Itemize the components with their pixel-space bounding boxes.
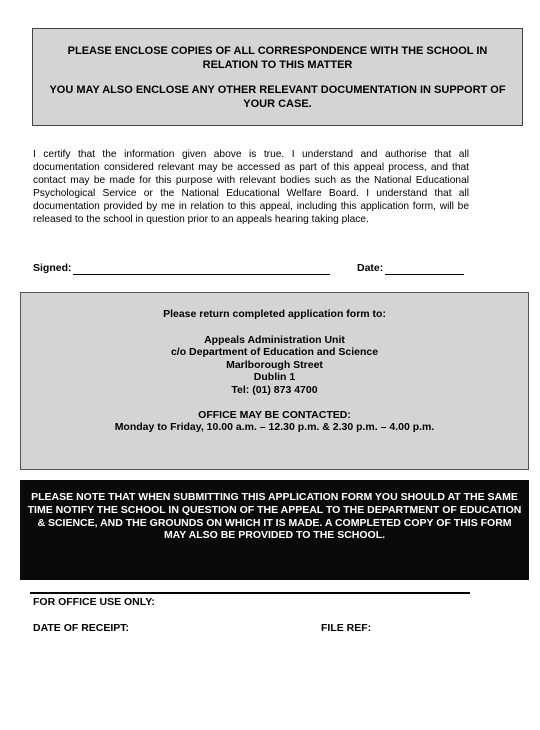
enclose-correspondence-text: PLEASE ENCLOSE COPIES OF ALL CORRESPONDENCE WITH THE SCHOOL IN RELATION TO THIS MATTER [67,45,488,71]
file-ref-label: FILE REF: [321,622,372,634]
address-line: c/o Department of Education and Science [170,346,379,359]
office-use-heading: FOR OFFICE USE ONLY: [33,596,155,608]
address-line: Appeals Administration Unit [204,333,345,346]
enclose-documentation-text: YOU MAY ALSO ENCLOSE ANY OTHER RELEVANT DOCUMENTATION IN SUPPORT OF YOUR CASE. [49,84,506,110]
date-of-receipt-label: DATE OF RECEIPT: [33,622,130,634]
address-line: Marlborough Street [226,358,323,371]
contact-hours: Monday to Friday, 10.00 a.m. – 12.30 p.m. & 2.30 p.m. – 4.00 p.m. [114,421,435,434]
address-line: Dublin 1 [253,371,296,384]
enclose-documents-notice [32,28,523,126]
submission-notice: PLEASE NOTE THAT WHEN SUBMITTING THIS APPLICATION FORM YOU SHOULD AT THE SAME TIME NOTIFY THE SCHOOL IN QUESTION OF THE APPEAL TO THE DEPARTMENT OF EDUCATION & SCIENCE, AND THE GROUNDS ON WHICH IT IS MADE. A COMPLETED COPY OF THIS FORM MAY ALSO BE PROVIDED TO THE SCHOOL. [20,480,529,580]
return-heading: Please return completed application form to: [163,308,386,320]
signed-label: Signed: [33,262,72,274]
date-line[interactable] [385,274,464,275]
office-use-divider [30,592,470,594]
certification-statement: I certify that the information given above is true. I understand and authorise that all documentation considered relevant may be accessed as part of this appeal process, and that contact may be made for this purpose with relevant bodies such as the National Educational Psychological Service or the National Educational Welfare Board. I understand that all documentation provided by me in relation to this appeal, including this application form, will be released to the school in question prior to an appeals hearing taking place. [33,149,469,225]
contact-heading: OFFICE MAY BE CONTACTED: [198,408,351,421]
return-address [21,334,528,397]
return-address-box [20,292,529,470]
signature-line[interactable] [73,274,330,275]
date-label: Date: [357,262,384,274]
phone-number: Tel: (01) 873 4700 [231,383,318,396]
